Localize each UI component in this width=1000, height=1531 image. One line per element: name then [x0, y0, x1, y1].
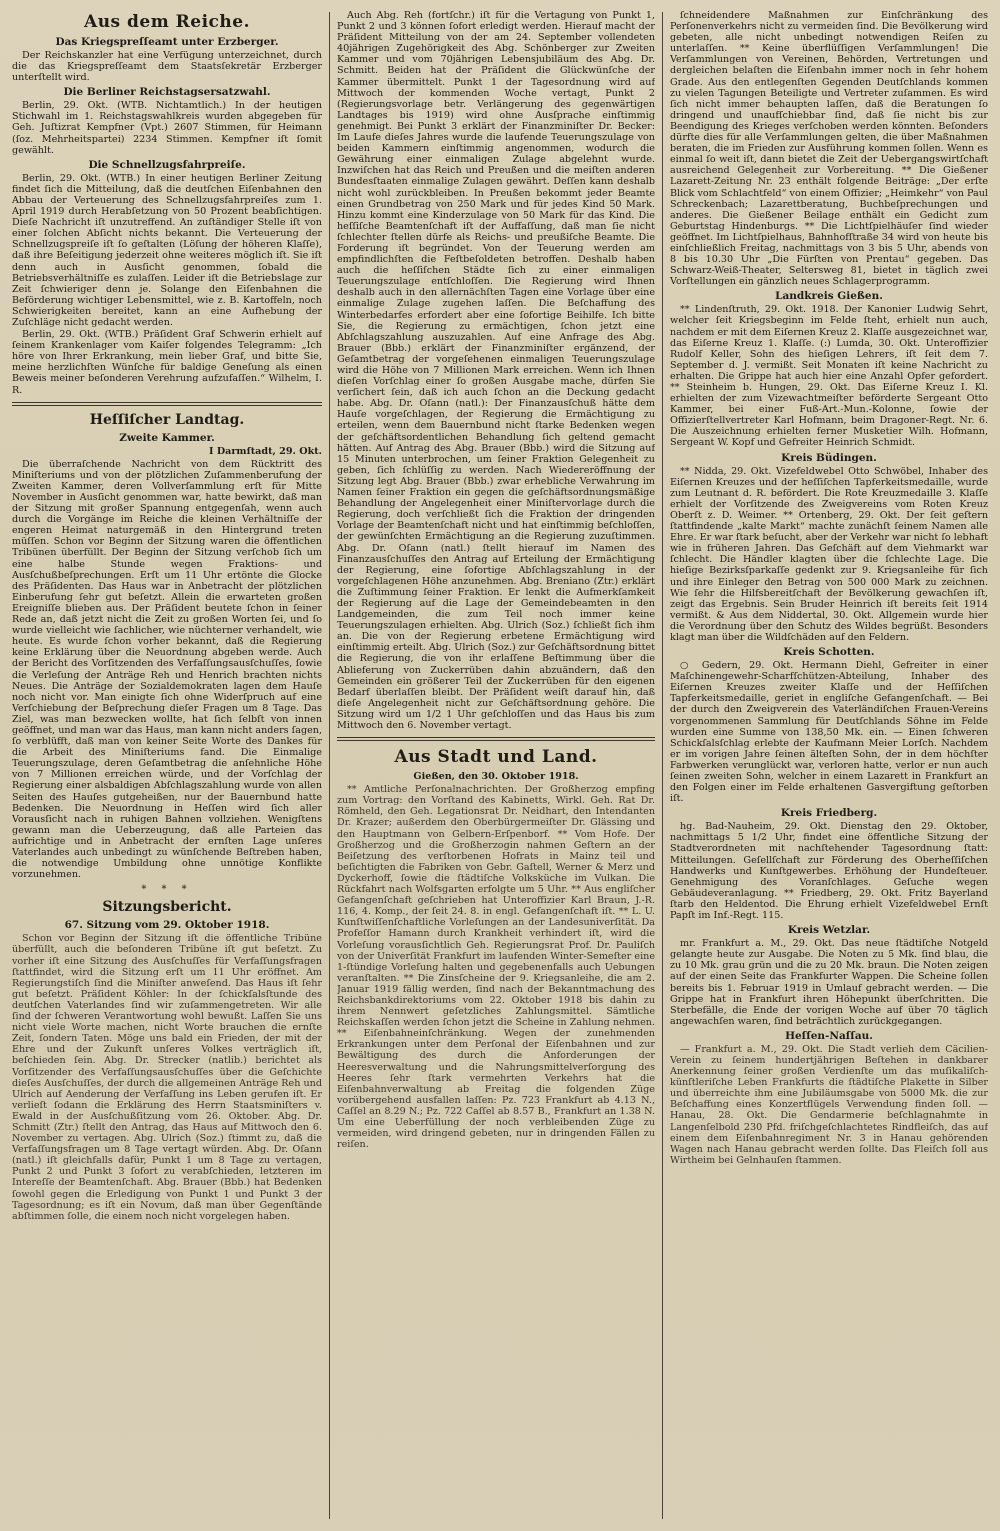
article-body-kreis-wetzlar: mr. Frankfurt a. M., 29. Okt. Das neue ſtädtiſche Notgeld gelangte heute zur Ausgabe. Die Noten zu 5 Mk. ſind blau, die zu 10 Mk. grau grün und die zu 20 Mk. braun. Die Noten zeigen auf der einen Seite das Frankfurter Wappen. Die Scheine ſollen bereits bis 1. Februar 1919 in Umlauf gebracht werden. — Die Grippe hat in Frankfurt ihren Höhepunkt überſchritten. Die Sterbefälle, die Ende der vorigen Woche auf über 70 täglich angewachſen waren, ſind beträchtlich zurückgegangen.	[670, 938, 988, 1027]
section-head-kreis-friedberg: Kreis Friedberg.	[780, 807, 878, 820]
article-body-reichstagswahl: Berlin, 29. Okt. (WTB. Nichtamtlich.) In der heutigen Stichwahl im 1. Reichstagswahlkreis wurden abgegeben für Geh. Juſtizrat Kempfner (Vpt.) 2607 Stimmen, für Heimann (ſoz. Mehrheitspartei) 2234 Stimmen. Kempfner iſt ſomit gewählt.	[12, 100, 322, 156]
article-body-sitzungsbericht: Schon vor Beginn der Sitzung iſt die öffentliche Tribüne überfüllt, auch die beſonderen Tribüne iſt gut beſetzt. Zu vorher iſt eine Sitzung des Ausſchuſſes für Verfaſſungsfragen ſtattfindet, wird die Sitzung erſt um 11 Uhr eröffnet. Am Regierungstiſch ſind die Miniſter anweſend. Das Haus iſt ſehr gut beſetzt. Präſident Köhler: In der ſchickſalsſtunde des deutſchen Vaterlandes ſind wir zuſammengetreten. Wir alle ſind der ſchweren Verantwortung wohl bewußt. Laſſen Sie uns nicht viele Worte machen, nicht Worte brauchen die ernſte Zeit, ſondern Taten. Möge uns bald ein Frieden, der mit der Ehre und der Zukunft unſeres Volkes verträglich iſt, beſchieden ſein. Abg. Dr. Strecker (natlib.) berichtet als Vorſitzender des Verfaſſungsausſchuſſes über die Geſchichte dieſes Ausſchuſſes, der durch die allgemeinen Anträge Reh und Ulrich auf Aenderung der Verfaſſung ins Leben gerufen iſt. Er verlieſt ſodann die Erklärung des Herrn Staatsminiſters v. Ewald in der Ausſchußſitzung vom 26. Oktober. Abg. Dr. Schmitt (Ztr.) ſtellt den Antrag, das Haus auf Mittwoch den 6. November zu vertagen. Abg. Ulrich (Soz.) ſtimmt zu, daß die Verfaſſungsfragen um 8 Tage vertagt würden. Abg. Dr. Oſann (natl.) iſt gleichfalls dafür, Punkt 1 um 8 Tage zu vertagen, Punkt 2 und Punkt 3 ſofort zu verabſchieden, letzteren im Intereſſe der Beamtenſchaft. Abg. Brauer (Bbb.) hat Bedenken ſowohl gegen die Erledigung von Punkt 1 und Punkt 3 der Tagesordnung; es iſt ein Novum, daß man über Gegenſtände abſtimmen ſolle, die einem noch nicht vorgelegen haben.	[12, 933, 322, 1222]
article-body-telegramm: Berlin, 29. Okt. (WTB.) Präſident Graf Schwerin erhielt auf ſeinem Krankenlager vom Kaiſer folgendes Telegramm: „Ich höre von Ihrer Erkrankung, mein lieber Graf, und bitte Sie, meine herzlichſten Wünſche für baldige Geneſung als einen Beweis meiner beſonderen Verehrung aufzufaſſen.“ Wilhelm, I. R.	[12, 329, 322, 396]
dateline-giessen: Gießen, den 30. Oktober 1918.	[413, 771, 579, 783]
section-title-reich: Aus dem Reiche.	[84, 12, 250, 32]
article-body-kreis-friedberg: hg. Bad-Nauheim, 29. Okt. Dienstag den 29. Oktober, nachmittags 5 1/2 Uhr, findet eine öffentliche Sitzung der Stadtverordneten mit nachſtehender Tagesordnung ſtatt: Mitteilungen. Geſellſchaft zur Förderung des Oberheſſiſchen Handwerks und Kunſtgewerbes. Erhöhung der Hundeſteuer. Genehmigung des Voranſchlages. Geſuche wegen Gebäudeveranlagung. ** Friedberg, 29. Okt. Fritz Bayerland ſtarb den Heldentod. Die Ehrung erhielt Vizefeldwebel Ernſt Papſt im Inf.-Regt. 115.	[670, 821, 988, 922]
section-title-stadt-land: Aus Stadt und Land.	[394, 747, 598, 768]
section-head-kreis-buedingen: Kreis Büdingen.	[781, 451, 877, 464]
article-body-kreis-buedingen: ** Nidda, 29. Okt. Vizefeldwebel Otto Schwöbel, Inhaber des Eiſernen Kreuzes und der heſſiſchen Tapferkeitsmedaille, wurde zum Leutnant d. R. befördert. Die Rote Kreuzmedaille 3. Klaſſe erhielt der Vorſitzende des Zweigvereins vom Roten Kreuz Oberſt z. D. Weimer. ** Ortenberg, 29. Okt. Der ſeit geſtern ſtattfindende „kalte Markt“ machte zunächſt ſeinem Namen alle Ehre. Er war ſtark beſucht, aber der Verkehr war nicht ſo lebhaft wie in früheren Jahren. Das Geſchäft auf dem Viehmarkt war ſchlecht. Die Händler klagten über die ſchlechte Lage. Die hieſige Bezirksſparkaſſe gedenkt zur 9. Kriegsanleihe für ſich und ihre Einleger den Betrag von 500 000 Mark zu zeichnen. Wie ſehr die Hilfsbereitſchaft der Bevölkerung gewachſen iſt, zeigt das Ergebnis. Sein Bruder Heinrich iſt bereits ſeit 1914 vermißt. & Aus dem Niddertal, 30. Okt. Allgemein wurde hier die Verordnung über den Schutz des Wildes begrüßt. Besonders klagt man über die Wildſchäden auf den Feldern.	[670, 465, 988, 643]
article-head-kriegspresseamt: Das Kriegspreſſeamt unter Erzberger.	[55, 36, 279, 48]
section-title-sitzungsbericht: Sitzungsbericht.	[102, 899, 232, 916]
column-rule	[662, 12, 663, 1519]
section-head-landkreis-giessen: Landkreis Gießen.	[775, 290, 883, 303]
article-body-kriegspresseamt: Der Reichskanzler hat eine Verfügung unterzeichnet, durch die das Kriegspreſſeamt dem Staatsſekretär Erzberger unterſtellt wird.	[12, 50, 322, 84]
article-body-hessen-nassau: — Frankfurt a. M., 29. Okt. Die Stadt verlieh dem Cäcilien-Verein zu ſeinem hundertjährigen Beſtehen in dankbarer Anerkennung ſeiner großen Verdienſte um das muſikaliſch-künſtleriſche Leben Frankfurts die ſtädtiſche Plakette in Silber und überreichte ihm eine Jubiläumsgabe von 5000 Mk. die zur Beſchaffung eines Konzertflügels Verwendung finden ſoll. — Hanau, 28. Okt. Die Gendarmerie beſchlagnahmte in Langenſelbold 230 Pfd. friſchgeſchlachtetes Rindfleiſch, das auf einem dem Eiſenbahnregiment Nr. 3 in Hanau gehörenden Wagen nach Hanau gebracht werden ſollte. Das Fleiſch ſoll aus Wirtheim bei Gelnhauſen ſtammen.	[670, 1043, 988, 1166]
article-head-reichstagswahl: Die Berliner Reichstagsersatzwahl.	[63, 86, 271, 99]
column-right	[670, 10, 988, 1521]
article-body-verkehr: ſchneidendere Maßnahmen zur Einſchränkung des Perſonenverkehrs nicht zu vermeiden ſind. Die Bevölkerung wird gebeten, alle nicht unbedingt notwendigen Reiſen zu unterlaſſen. ** Keine überflüſſigen Verſammlungen! Die Verſammlungen von Vereinen, Behörden, Vertretungen und dergleichen belaſten die Eiſenbahn immer noch in ſehr hohem Grade. Aus den entlegenſten Gegenden Deutſchlands kommen zu vielen Tagungen Beteiligte und Vertreter zuſammen. Es wird ſich nicht immer behaupten laſſen, daß die Beratungen ſo dringend und unaufſchiebbar ſind, daß ſie nicht bis zur Beendigung des Krieges verſchoben werden könnten. Beſonders dürfte dies für alle Verſammlungen gelten, die über Maßnahmen beraten, die im Frieden zur Ausführung kommen ſollen. Wenn es einmal ſo weit iſt, dann bietet die Zeit der Uebergangswirtſchaft ausreichend Gelegenheit zur Vorbereitung. ** Die Gießener Lazarett-Zeitung Nr. 23 enthält folgende Beiträge: „Der erſte Blick vom Schlachtfeld“ von einem Offizier; „Heimkehr“ von Paul Schreckenbach; Lazarettberatung, Buchbeſprechungen und anderes. Die Gießener Beilage enthält ein Gedicht zum Geburtstag Hindenburgs. ** Die Lichtſpielhäuſer ſind wieder geöffnet. Im Lichtſpielhaus, Bahnhofſtraße 34 wird von heute bis einſchließlich Freitag, nachmittags von 3 bis 5 Uhr, abends von 8 bis 10.30 Uhr „Die Fürſten von Prentau“ gegeben. Das Schwarz-Weiß-Theater, Seltersweg 81, bietet in täglich zwei Vorſtellungen ein gänzlich neues Schlagerprogramm.	[670, 10, 988, 288]
column-rule	[329, 12, 330, 1519]
section-subtitle-kammer: Zweite Kammer.	[119, 431, 215, 444]
article-body-schnellzug: Berlin, 29. Okt. (WTB.) In einer heutigen Berliner Zeitung findet ſich die Mitteilung, daß die deutſchen Eiſenbahnen den Abbau der Verteuerung des Schnellzugsfahrpreiſes zum 1. April 1919 durch Herabſetzung von 50 Prozent beabſichtigen. Dieſe Nachricht iſt unzutreffend. An zuſtändiger Stelle iſt von einer ſolchen Abſicht nichts bekannt. Die Verteuerung der Schnellzugspreiſe iſt ſo geſtalten (Löſung der höheren Klaſſe), daß ihre Beſeitigung jederzeit ohne weiteres möglich iſt. Sie iſt denn auch in Ausſicht genommen, ſobald die Betriebsverhältniſſe es zulaſſen. Leider iſt die Betriebslage zur Zeit ſchwieriger denn je. Solange den Eiſenbahnen die Beförderung wichtiger Lebensmittel, wie z. B. Kartoffeln, noch Schwierigkeiten bereitet, kann an eine Aufhebung der Zuſchläge nicht gedacht werden.	[12, 172, 322, 328]
section-head-kreis-schotten: Kreis Schotten.	[783, 646, 875, 659]
article-body-sitzung-cont: Auch Abg. Reh (fortſchr.) iſt für die Vertagung von Punkt 1, Punkt 2 und 3 können ſofort erledigt werden. Hierauf macht der Präſident Mitteilung von der am 24. September vollendeten 40jährigen Zugehörigkeit des Abg. Schönberger zur Zweiten Kammer und vom 70jährigen Lebensjubiläum des Abg. Dr. Schmitt. Beiden hat der Präſident die Glückwünſche der Kammer übermittelt. Punkt 1 der Tagesordnung wird auf Mittwoch der kommenden Woche vertagt, Punkt 2 (Regierungsvorlage betr. Verlängerung des gegenwärtigen Landtages bis 1919) wird ohne Ausſprache einſtimmig genehmigt. Bei Punkt 3 erklärt der Finanzminiſter Dr. Becker: Im Laufe dieſes Jahres wurde die laufende Teuerungszulage von beiden Kammern einſtimmig angenommen, wodurch die Gewährung einer einmaligen Zulage abgelehnt wurde. Inzwiſchen hat das Reich und Preußen und die meiſten anderen Bundesſtaaten einmalige Zulagen gewährt. Deſſen kann deshalb nicht wohl zurückbleiben. In Preußen bekommt jeder Beamte einen Grundbetrag von 250 Mark und für jedes Kind 50 Mark. Hinzu kommt eine Kinderzulage von 50 Mark für das Kind. Die heſſiſche Beamtenſchaft iſt der Auffaſſung, daß man ſie nicht ſchlechter ſtellen dürfe als Reichs- und preußiſche Beamte. Die Forderung iſt begründet. Von der Teuerung werden am empfindlichſten die Feſtbeſoldeten betroffen. Deshalb haben auch die heſſiſchen Städte ſich zu einer einmaligen Teuerungszulage entſchloſſen. Die Regierung wird Ihnen deshalb auch in den allernächſten Tagen eine Vorlage über eine einmalige Zulage zugehen laſſen. Die Beſchaffung des Winterbedarfes erfordert aber eine ſofortige Beihilfe. Ich bitte Sie, die Regierung zu ermächtigen, ſchon jetzt eine Abſchlagszahlung auszuzahlen. Auf eine Anfrage des Abg. Brauer (Bbb.) erklärt der Finanzminiſter ergänzend, der Geſamtbetrag der vorgeſehenen einmaligen Teuerungszulage wird die Höhe von 7 Millionen Mark erreichen. Wenn ich Ihnen dieſen Vorſchlag einer ſo großen Ausgabe mache, dürfen Sie verſichert ſein, daß ich auch ſchon an die Deckung gedacht habe. Abg. Dr. Oſann (natl.): Der Finanzausſchuß hätte dem Hauſe vorgeſchlagen, der Regierung die Ermächtigung zu erteilen, wenn dem Bauernbund nicht ſtarke Bedenken wegen der geſchäftsordentlichen Behandlung ſich geltend gemacht hätten. Auf Antrag des Abg. Brauer (Bbb.) wird die Sitzung auf 15 Minuten unterbrochen, um ſeiner Fraktion Gelegenheit zu geben, ſich ſchlüſſig zu werden. Nach Wiedereröffnung der Sitzung legt Abg. Brauer (Bbb.) zwar erhebliche Verwahrung im Namen ſeiner Fraktion ein gegen die geſchäftsordnungsmäßige Behandlung der Angelegenheit einer Miniſtervorlage durch die Regierung, doch verſchließt ſich die Fraktion der dringenden Vorlage der Beamtenſchaft nicht und hat einſtimmig beſchloſſen, der gewünſchten Ermächtigung an die Regierung zuzuſtimmen. Abg. Dr. Oſann (natl.) ſtellt hierauf im Namen des Finanzausſchuſſes den Antrag auf Erteilung der Ermächtigung der Regierung, eine ſofortige Abſchlagszahlung in der vorgeſchlagenen Höhe anzunehmen. Abg. Breniano (Ztr.) erklärt die Zuſtimmung ſeiner Fraktion. Er lenkt die Aufmerkſamkeit der Regierung auf die Lage der Gemeindebeamten in den Landgemeinden, die zum Teil noch immer keine Teuerungszulagen erhielten. Abg. Ulrich (Soz.) ſchließt ſich ihm an. Die von der Regierung erbetene Ermächtigung wird einſtimmig erteilt. Abg. Ulrich (Soz.) zur Geſchäftsordnung bittet die Regierung, die von ihr erlaſſene Beſtimmung über die Ablieferung von Zuckerrüben dahin abzuändern, daß den Gemeinden ein größerer Teil der Zuckerrüben für den eigenen Bedarf überlaſſen bleibt. Der Präſident weiſt darauf hin, daß dieſe Angelegenheit nicht zur Geſchäftsordnung gehöre. Die Sitzung wird um 1/2 1 Uhr geſchloſſen und das Haus bis zum Mittwoch den 6. November vertagt.	[337, 10, 655, 731]
article-body-landkreis-giessen: ** Lindenſtruth, 29. Okt. 1918. Der Kanonier Ludwig Sehrt, welcher ſeit Kriegsbeginn im Felde ſteht, erhielt nun auch, nachdem er mit dem Eiſernen Kreuz 2. Klaſſe ausgezeichnet war, das Eiſerne Kreuz 1. Klaſſe. (:) Lumda, 30. Okt. Unteroffizier Rudolf Keller, Sohn des hieſigen Lehrers, iſt ſeit dem 7. September d. J. vermißt. Seit Monaten iſt keine Nachricht zu erhalten. Die Grippe hat auch hier eine Anzahl Opfer gefordert. ** Steinheim b. Hungen, 29. Okt. Das Eiſerne Kreuz I. Kl. erhielten der zum Vizewachtmeiſter beförderte Sergeant Otto Kammer, bei einer Fuß-Art.-Mun.-Kolonne, ſowie der Offizierſtellvertreter Karl Hofmann, beim Dragoner-Regt. Nr. 6. Die Auszeichnung erhielten ferner Musketier Wilh. Hofmann, Sergeant W. Kopf und Gefreiter Heinrich Schmidt.	[670, 304, 988, 449]
section-divider	[12, 402, 322, 406]
section-divider	[337, 737, 655, 741]
article-body-lokales: ** Amtliche Perſonalnachrichten. Der Großherzog empfing zum Vortrag: den Vorſtand des Kabinetts, Wirkl. Geh. Rat Dr. Römheld, den Geh. Legationsrat Dr. Neidhart, den Intendanten Dr. Krazer; außerdem den Oberbürgermeiſter Dr. Glässing und den Hauptmann von Gelbern-Erſpenborf. ** Vom Hofe. Der Großherzog und die Großherzogin nahmen Geſtern an der Beiſetzung des verſtorbenen Hofrats in Mainz teil und beſichtigten die Fabriken von Gebr. Gaſtell, Werner & Merz und Dyckerhoff, ſowie die ſtädtiſche Volksküche im Vulkan. Die Rückfahrt nach Wolfsgarten erfolgte um 5 Uhr. ** Aus engliſcher Gefangenſchaft geſchrieben hat Unteroffizier Karl Braun, J.-R. 116, 4. Komp., der ſeit 24. 8. in engl. Gefangenſchaft iſt. ** L. U. Kunſtwiſſenſchaftliche Vorleſungen an der Landesuniverſität. Da Profeſſor Hamann durch Krankheit verhindert iſt, wird die Vorleſung vorausſichtlich Geh. Regierungsrat Prof. Dr. Pauliſch von der Univerſität Frankfurt im laufenden Winter-Semeſter eine 1-ſtündige Vorleſung halten und gegebenenfalls auch Uebungen veranſtalten. ** Die Zinsſcheine der 9. Kriegsanleihe, die am 2. Januar 1919 fällig werden, ſind nach der Bekanntmachung des Reichsbankdirektoriums vom 22. Oktober 1918 bis dahin zu ihrem Nennwert geſetzliches Zahlungsmittel. Sämtliche Reichskaſſen werden ſchon jetzt die Scheine in Zahlung nehmen. ** Eiſenbahneinſchränkung. Wegen der zunehmenden Erkrankungen unter dem Perſonal der Eiſenbahnen und zur Bewältigung des durch die Anforderungen der Heeresverwaltung und die Nahrungsmittelverſorgung des Heeres ſehr ſtark vermehrten Verkehrs hat die Eiſenbahnverwaltung ab Freitag die folgenden Züge vorübergehend ausfallen laſſen: Pz. 723 Frankfurt ab 4.13 N., Caſſel an 8.29 N.; Pz. 722 Caſſel ab 8.57 B., Frankfurt an 1.38 N. Um eine Ueberfüllung der noch verbleibenden Züge zu vermeiden, wird dringend gebeten, nur in dringenden Fällen zu reiſen.	[337, 784, 655, 1151]
dateline-darmstadt: I Darmſtadt, 29. Okt.	[209, 445, 322, 457]
section-head-hessen-nassau: Heſſen-Naſſau.	[785, 1029, 873, 1042]
section-head-kreis-wetzlar: Kreis Wetzlar.	[787, 924, 871, 937]
column-middle	[337, 10, 655, 1521]
article-body-kreis-schotten: ○ Gedern, 29. Okt. Hermann Diehl, Gefreiter in einer Maſchinengewehr-Scharfſchützen-Abteilung, Inhaber des Eiſernen Kreuzes zweiter Klaſſe und der Heſſiſchen Tapferkeitsmedaille, geriet in engliſche Gefangenſchaft. — Bei der durch den Zweigverein des Vaterländiſchen Frauen-Vereins vorgenommenen Sammlung für Deutſchlands Söhne im Felde wurden eine Summe von 138,50 Mk. ein. — Einen ſchweren Schickſalsſchlag erlebte der Kaufmann Meier Lorſch. Nachdem er im vorigen Jahre ſeinen älteſten Sohn, der in dem höchſter Farbwerken verunglückt war, verloren hatte, verlor er nun auch ſeinen zweiten Sohn, welcher in einem Lazarett in Frankfurt an den Folgen einer im Felde erhaltenen Gasvergiftung geſtorben iſt.	[670, 660, 988, 805]
column-left	[12, 10, 322, 1521]
article-body-landtag: Die überraſchende Nachricht von dem Rücktritt des Miniſteriums und von der plötzlichen Zuſammenberufung der Zweiten Kammer, deren Vollverſammlung erſt für Mitte November in Ausſicht genommen war, hatte bewirkt, daß man der Sitzung mit großer Spannung entgegenſah, wenn auch durch die Vorgänge im Reiche die kleinen Verhältniſſe der engeren Heimat naturgemäß in den Hintergrund treten müſſen. Schon vor Beginn der Sitzung waren die öffentlichen Tribünen überfüllt. Der Beginn der Sitzung verſchob ſich um eine halbe Stunde wegen Fraktions- und Ausſchußbeſprechungen. Erſt um 11 Uhr ertönte die Glocke des Präſidenten. Das Haus war in Anbetracht der plötzlichen Einberufung ſehr gut beſetzt. Allein die erwarteten großen Ereigniſſe blieben aus. Der Präſident beutete ſchon in ſeiner Rede an, daß jetzt nicht die Zeit zu großen Worten ſei, und ſo wurde vielleicht wie ſachlicher, wie nüchterner verhandelt, wie heute. Es wurde ſchon vorher bekannt, daß die Regierung keine Erklärung über die Neuordnung abgeben werde. Auch der Bericht des Vorſitzenden des Verfaſſungsausſchuſſes, ſowie die Verleſung der Anträge Reh und Henrich brachten nichts Neues. Die Anträge der Sozialdemokraten lagen dem Hauſe noch nicht vor. Man einigte ſich ohne Widerſpruch auf eine Verſchiebung der Beſprechung dieſer Fragen um 8 Tage. Das Ziel, was man bezwecken wollte, hat ſich ſelbſt von innen geöffnet, und man war das Haus, man kann nicht anders ſagen, ſo verblüfft, daß man von keiner Seite Worte des Dankes für die Arbeit des Miniſteriums fand. Die Einmalige Teuerungszulage, deren Geſamtbetrag die anſehnliche Höhe von 7 Millionen erreichen würde, und der Vorſchlag der Regierung einer alsbaldigen Abſchlagszahlung wurde von allen Seiten des Hauſes gutgeheißen, nur der Bauernbund hatte Bedenken. Die Neuordnung in Heſſen wird ſich aller Vorausſicht nach in ruhigen Bahnen vollziehen. Wenigſtens gewann man die Ueberzeugung, daß alle Parteien das aufrichtige und in Anbetracht der ernſten Lage unſeres Vaterlandes auch unbedingt zu wünſchende Beſtreben haben, die notwendige Umbildung ohne unnötige Konflikte vorzunehmen.	[12, 458, 322, 881]
section-subtitle-sitzung: 67. Sitzung vom 29. Oktober 1918.	[64, 919, 270, 932]
separator-stars: * * *	[141, 884, 193, 896]
article-head-schnellzug: Die Schnellzugsfahrpreiſe.	[88, 158, 246, 171]
section-title-landtag: Heſſiſcher Landtag.	[89, 411, 245, 428]
